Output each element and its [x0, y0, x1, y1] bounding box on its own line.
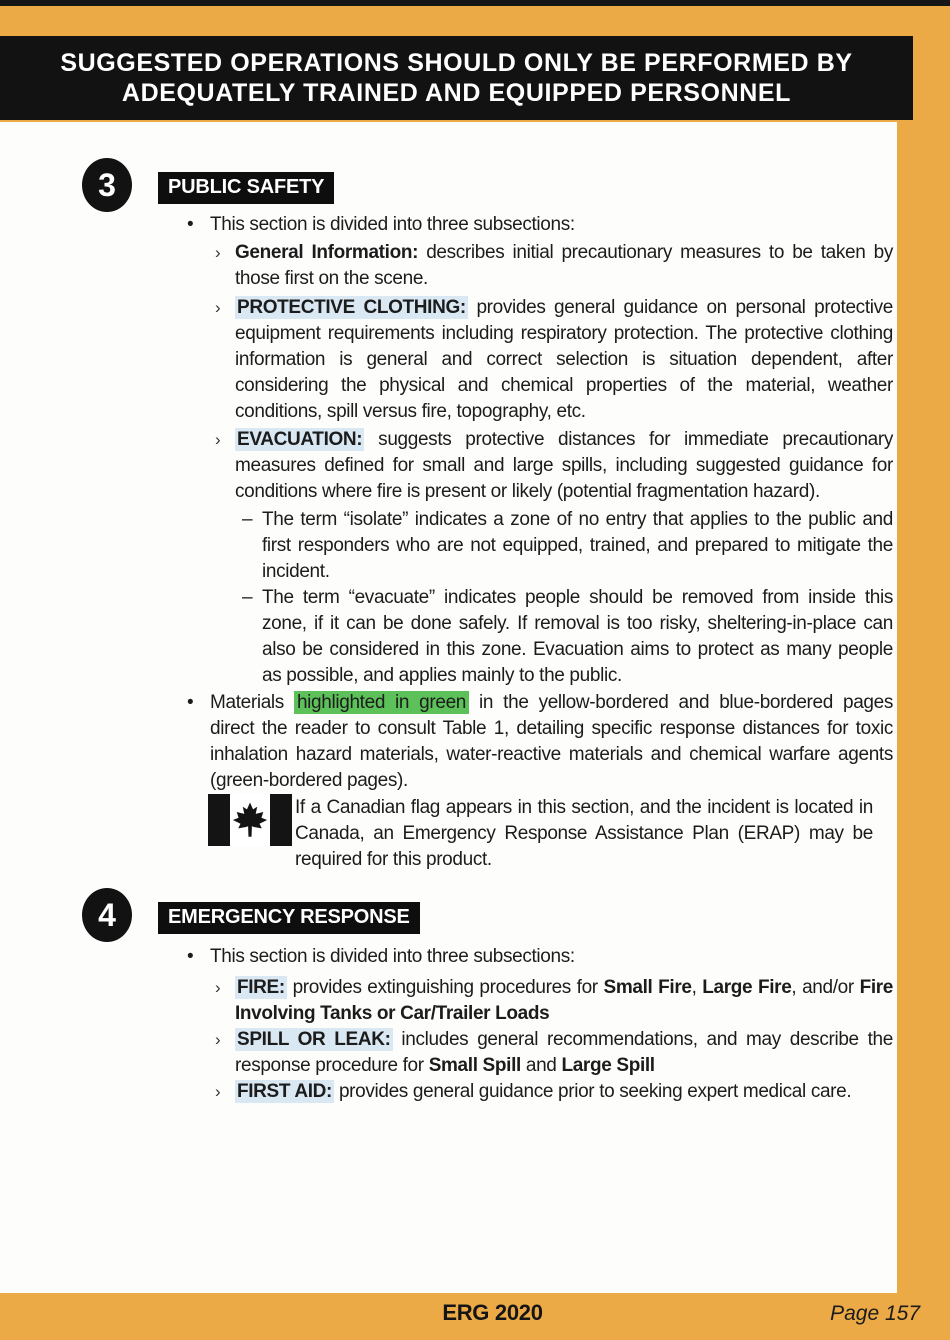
chevron-marker: ›	[215, 1030, 221, 1049]
subsection-spill-or-leak-text: SPILL OR LEAK: includes general recommendations, and may describe the response procedure for Small Spill and Large Spill	[235, 1029, 893, 1076]
page-content	[0, 122, 897, 1293]
section-4-header	[82, 888, 420, 942]
evacuation-note-isolate-text: The term “isolate” indicates a zone of no entry that applies to the public and first responders who are not equipped, trained, and prepared to mitigate the incident.	[262, 509, 893, 582]
warning-banner-line1: SUGGESTED OPERATIONS SHOULD ONLY BE PERFORMED BY	[60, 49, 853, 77]
flag-right-bar	[270, 794, 292, 846]
subsection-general-information	[215, 240, 893, 292]
subsection-evacuation-text: EVACUATION: suggests protective distances for immediate precautionary measures defined for small and large spills, including suggested guidance for conditions where fire is present or likely (potential fragmentation hazard).	[235, 429, 893, 502]
footer-page-number: Page 157	[830, 1302, 920, 1325]
bullet-marker: •	[187, 946, 194, 967]
canada-flag-icon	[208, 794, 292, 846]
chevron-marker: ›	[215, 298, 221, 317]
bullet-marker: •	[187, 692, 194, 713]
section-3-number-badge: 3	[82, 158, 132, 212]
evacuation-note-isolate	[242, 507, 893, 585]
section-4-intro	[187, 944, 893, 970]
subsection-general-information-text: General Information: describes initial precautionary measures to be taken by those first on the scene.	[235, 242, 893, 289]
scan-edge-top	[0, 0, 950, 6]
evacuation-note-evacuate-text: The term “evacuate” indicates people should be removed from inside this zone, if it can be done safely. If removal is too risky, sheltering-in-place can also be considered in this zone. Evacuation aims to protect as many people as possible, and applies mainly to the public.	[262, 587, 893, 686]
section-4-number-badge: 4	[82, 888, 132, 942]
subsection-first-aid	[215, 1079, 893, 1105]
chevron-marker: ›	[215, 1082, 221, 1101]
canada-flag-note	[295, 795, 873, 873]
section-3-intro-text: This section is divided into three subsections:	[210, 214, 575, 235]
chevron-marker: ›	[215, 978, 221, 997]
subsection-fire	[215, 975, 893, 1027]
flag-left-bar	[208, 794, 230, 846]
section-4-intro-text: This section is divided into three subsections:	[210, 946, 575, 967]
warning-banner-line2: ADEQUATELY TRAINED AND EQUIPPED PERSONNEL	[121, 79, 792, 107]
subsection-evacuation	[215, 427, 893, 505]
bullet-marker: •	[187, 214, 194, 235]
chevron-marker: ›	[215, 243, 221, 262]
dash-marker: –	[242, 587, 253, 608]
chevron-marker: ›	[215, 430, 221, 449]
maple-leaf-icon	[231, 798, 269, 842]
subsection-protective-clothing	[215, 295, 893, 425]
warning-banner	[0, 36, 913, 120]
evacuation-note-evacuate	[242, 585, 893, 689]
subsection-first-aid-text: FIRST AID: provides general guidance prior to seeking expert medical care.	[237, 1081, 852, 1102]
section-3-intro	[187, 212, 893, 238]
materials-note-text: Materials highlighted in green in the yellow-bordered and blue-bordered pages direct the reader to consult Table 1, detailing specific response distances for toxic inhalation hazard materials, water-reactive materials and chemical warfare agents (green-bordered pages).	[210, 692, 894, 791]
footer-erg-label: ERG 2020	[442, 1300, 543, 1325]
section-3-header	[82, 158, 334, 212]
flag-leaf-zone	[230, 794, 270, 846]
materials-note	[187, 690, 893, 794]
subsection-spill-or-leak	[215, 1027, 893, 1079]
section-3-title: PUBLIC SAFETY	[158, 172, 334, 204]
section-4-title: EMERGENCY RESPONSE	[158, 902, 420, 934]
dash-marker: –	[242, 509, 253, 530]
canada-flag-note-text: If a Canadian flag appears in this section, and the incident is located in Canada, an Emergency Response Assistance Plan (ERAP) may be required for this product.	[295, 797, 873, 870]
subsection-protective-clothing-text: PROTECTIVE CLOTHING: provides general guidance on personal protective equipment requirements including respiratory protection. The protective clothing information is general and correct selection is situation dependent, after considering the physical and chemical properties of the material, weather conditions, spill versus fire, topography, etc.	[235, 297, 893, 422]
subsection-fire-text: FIRE: provides extinguishing procedures for Small Fire, Large Fire, and/or Fire Involving Tanks or Car/Trailer Loads	[235, 977, 894, 1024]
